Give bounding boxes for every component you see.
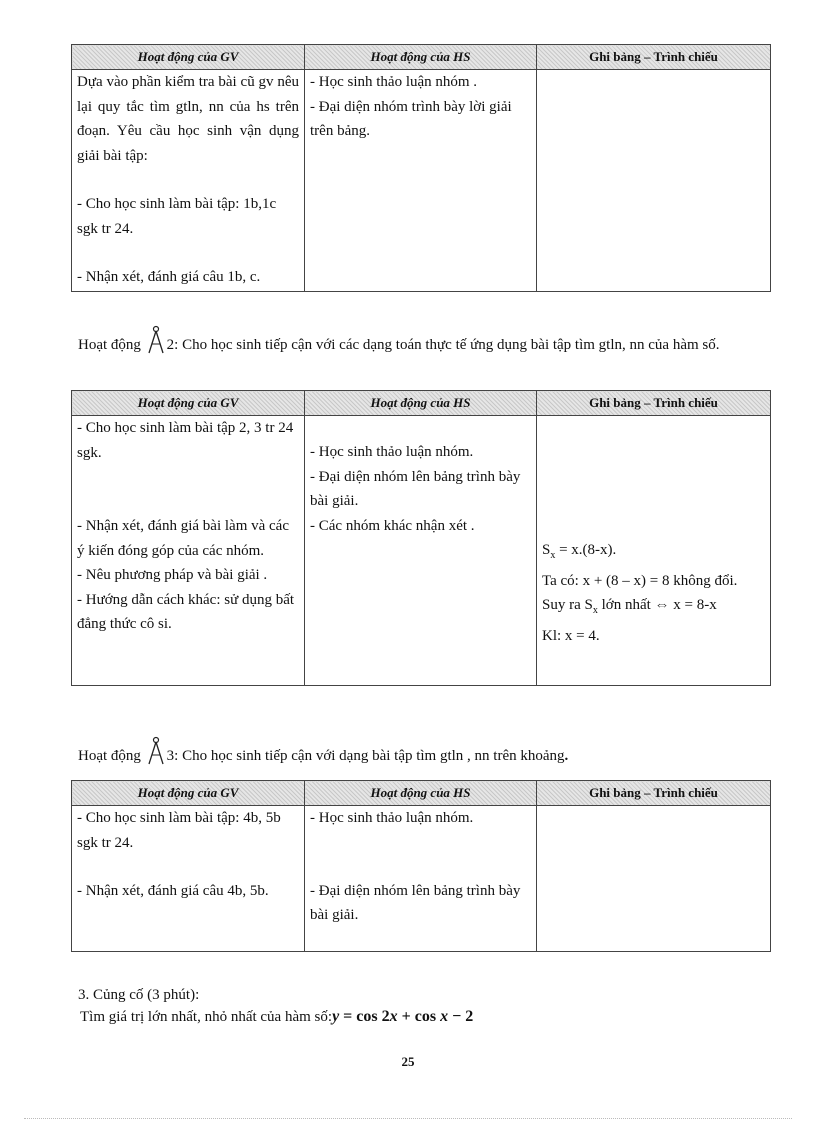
formula-end: − 2 bbox=[448, 1008, 474, 1025]
header-hs: Hoạt động của HS bbox=[305, 45, 537, 70]
header-gv: Hoạt động của GV bbox=[72, 391, 305, 416]
gv-paragraph: - Nêu phương pháp và bài giải . bbox=[77, 567, 268, 583]
gb-line-3-post: x = 8-x bbox=[669, 597, 717, 613]
gb-cell bbox=[537, 806, 771, 952]
header-hs: Hoạt động của HS bbox=[305, 781, 537, 806]
table-row bbox=[72, 806, 771, 952]
gv-paragraph: - Nhận xét, đánh giá câu 4b, 5b. bbox=[77, 883, 269, 899]
gb-cell bbox=[537, 70, 771, 292]
lesson-table-1 bbox=[71, 44, 771, 292]
hs-paragraph: - Đại diện nhóm lên bảng trình bày bài giải. bbox=[310, 882, 521, 923]
formula-plus: + cos bbox=[397, 1008, 441, 1025]
activity-3-paragraph bbox=[78, 736, 748, 768]
lesson-table-3 bbox=[71, 780, 771, 952]
gv-paragraph: - Cho học sinh làm bài tập 2, 3 tr 24 sgk. bbox=[77, 420, 294, 461]
gb-line-3-pre: Suy ra S bbox=[542, 597, 593, 613]
hs-paragraph: - Học sinh thảo luận nhóm. bbox=[310, 810, 474, 826]
hs-paragraph: - Học sinh thảo luận nhóm. bbox=[310, 444, 474, 460]
gv-cell bbox=[72, 70, 305, 292]
hs-cell bbox=[305, 416, 537, 686]
activity-2-prefix: Hoạt động bbox=[78, 337, 141, 353]
formula-x1: x bbox=[389, 1008, 398, 1025]
formula-x2: x bbox=[440, 1008, 449, 1025]
table-row bbox=[72, 416, 771, 686]
gv-paragraph: - Nhận xét, đánh giá câu 1b, c. bbox=[77, 269, 261, 285]
gb-cell bbox=[537, 416, 771, 686]
gv-cell bbox=[72, 806, 305, 952]
equivalence-arrow: ⇔ bbox=[654, 597, 670, 613]
formula-y: y bbox=[332, 1008, 340, 1025]
activity-3-end: . bbox=[564, 748, 569, 764]
activity-3-prefix: Hoạt động bbox=[78, 748, 141, 764]
hs-cell bbox=[305, 70, 537, 292]
activity-2-paragraph bbox=[78, 325, 748, 357]
hs-paragraph: - Đại diện nhóm trình bày lời giải trên bảng. bbox=[310, 98, 512, 139]
header-gv: Hoạt động của GV bbox=[72, 45, 305, 70]
gv-paragraph: Dựa vào phần kiểm tra bài cũ gv nêu lại quy tắc tìm gtln, nn của hs trên đoạn. Yêu cầu học sinh vận dụng giải bài tập: bbox=[77, 74, 299, 164]
header-gv: Hoạt động của GV bbox=[72, 781, 305, 806]
header-gb: Ghi bảng – Trình chiếu bbox=[537, 781, 771, 806]
table-header-row bbox=[72, 781, 771, 806]
gb-line-3 bbox=[542, 593, 765, 624]
consolidation-task-text: Tìm giá trị lớn nhất, nhỏ nhất của hàm số: bbox=[80, 1009, 333, 1025]
compass-icon bbox=[145, 325, 167, 355]
table-header-row bbox=[72, 45, 771, 70]
table-row bbox=[72, 70, 771, 292]
function-formula bbox=[332, 1008, 473, 1025]
page-number: 25 bbox=[401, 1054, 415, 1069]
compass-icon bbox=[145, 736, 167, 766]
table-header-row bbox=[72, 391, 771, 416]
s-subscript: x bbox=[550, 550, 556, 561]
hs-paragraph: - Đại diện nhóm lên bảng trình bày bài giải. bbox=[310, 468, 521, 509]
gv-paragraph: - Nhận xét, đánh giá bài làm và các ý kiến đóng góp của các nhóm. bbox=[77, 518, 289, 559]
gv-paragraph: - Cho học sinh làm bài tập: 4b, 5b sgk tr 24. bbox=[77, 810, 281, 851]
activity-3-text: 3: Cho học sinh tiếp cận với dạng bài tập tìm gtln , nn trên khoảng bbox=[166, 748, 565, 764]
footer-divider bbox=[24, 1118, 792, 1119]
hs-paragraph: - Học sinh thảo luận nhóm . bbox=[310, 74, 478, 90]
s-subscript: x bbox=[592, 605, 598, 616]
formula-eq: = cos 2 bbox=[339, 1008, 390, 1025]
gv-paragraph: - Cho học sinh làm bài tập: 1b,1c sgk tr 24. bbox=[77, 196, 277, 237]
consolidation-heading: 3. Củng cố (3 phút): bbox=[78, 987, 200, 1003]
header-gb: Ghi bảng – Trình chiếu bbox=[537, 391, 771, 416]
gb-line-4: Kl: x = 4. bbox=[542, 627, 600, 644]
gb-line-1-rest: = x.(8-x). bbox=[555, 542, 617, 558]
consolidation-task bbox=[80, 1005, 750, 1029]
hs-paragraph: - Các nhóm khác nhận xét . bbox=[310, 517, 475, 534]
hs-cell bbox=[305, 806, 537, 952]
activity-2-text: 2: Cho học sinh tiếp cận với các dạng toán thực tế ứng dụng bài tập tìm gtln, nn của hàm số. bbox=[166, 337, 720, 353]
gv-paragraph: - Hướng dẫn cách khác: sử dụng bất đẳng thức cô si. bbox=[77, 591, 295, 632]
lesson-table-2 bbox=[71, 390, 771, 686]
gb-line-2: Ta có: x + (8 – x) = 8 không đổi. bbox=[542, 572, 738, 589]
gb-line-3-mid: lớn nhất bbox=[597, 597, 655, 613]
gv-cell bbox=[72, 416, 305, 686]
header-hs: Hoạt động của HS bbox=[305, 391, 537, 416]
s-letter: S bbox=[542, 542, 551, 558]
gb-line-1 bbox=[542, 538, 765, 569]
header-gb: Ghi bảng – Trình chiếu bbox=[537, 45, 771, 70]
